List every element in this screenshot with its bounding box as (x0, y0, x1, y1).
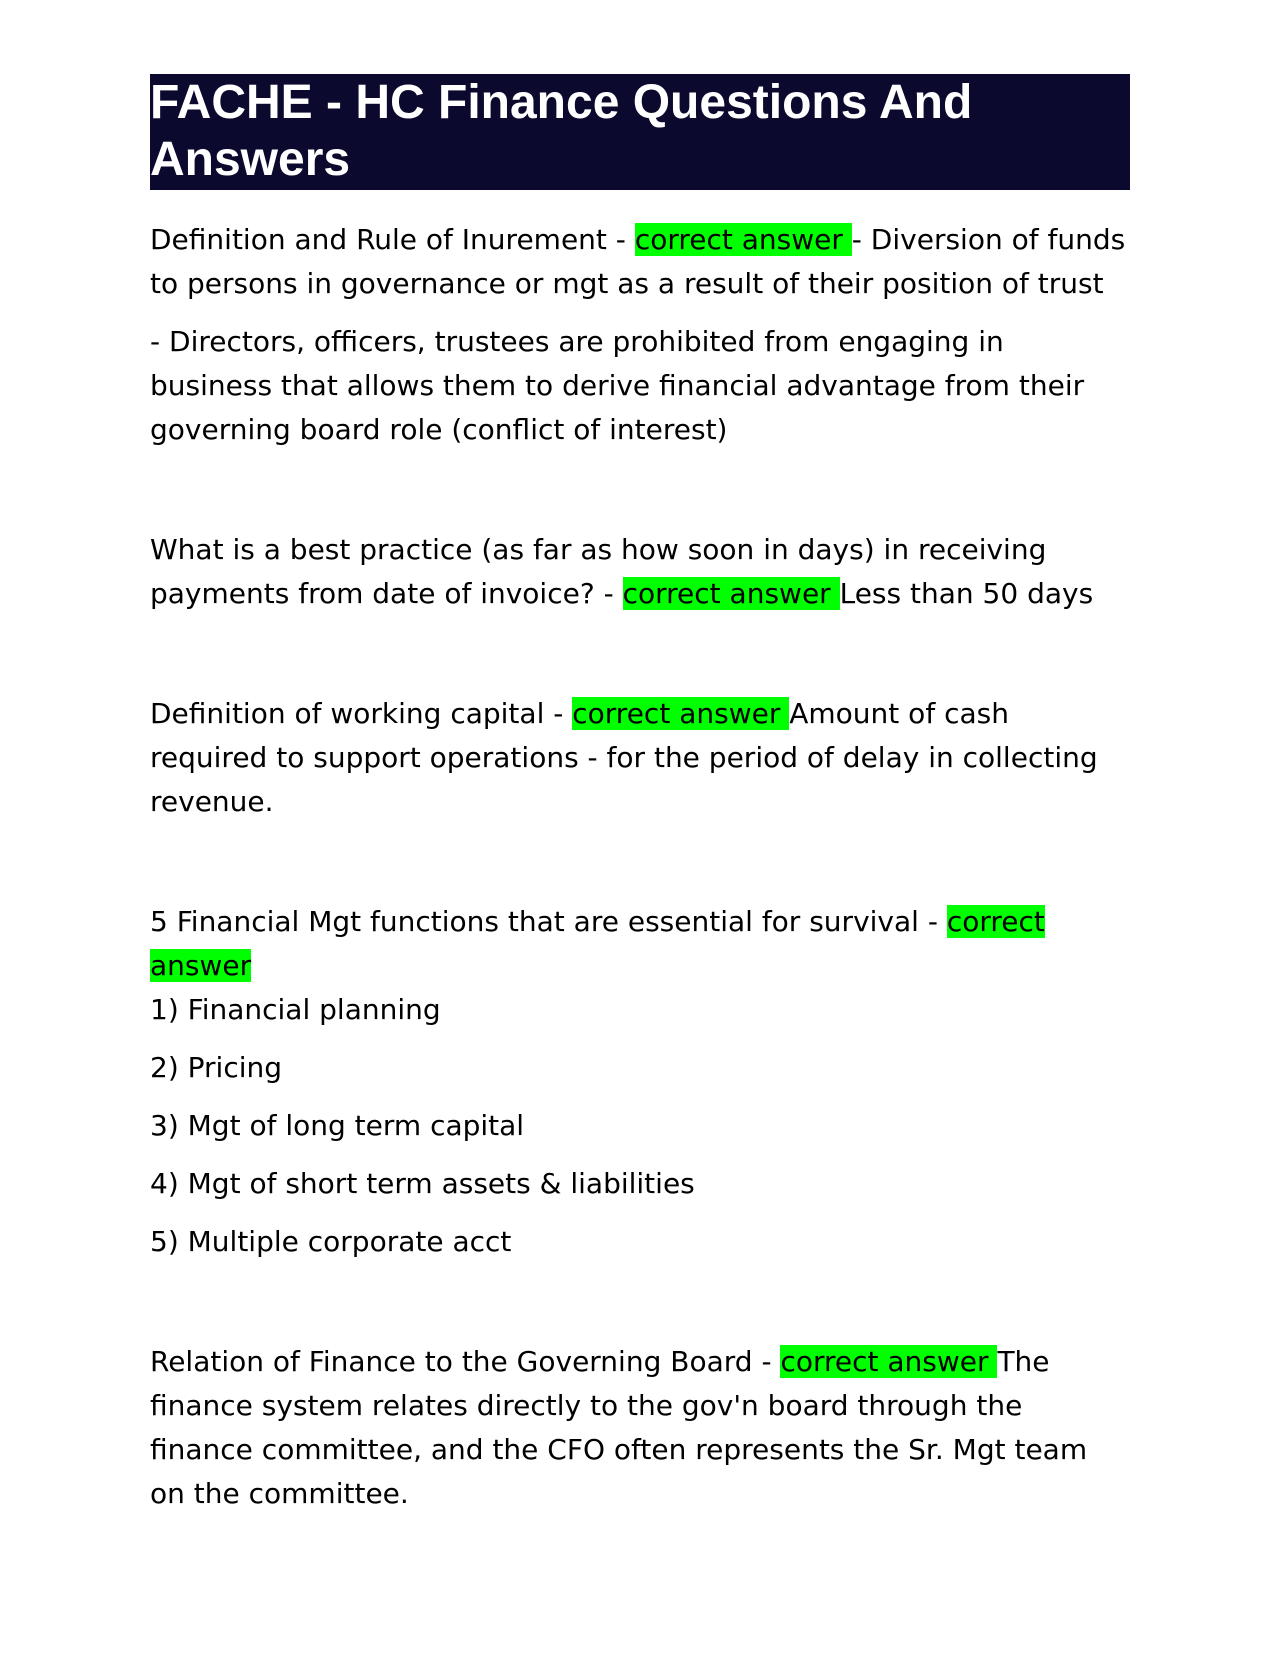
list-item: 1) Financial planning (150, 993, 441, 1026)
document-title: FACHE - HC Finance Questions And Answers (150, 74, 1130, 190)
answer-text: The finance system relates directly to the gov'n board through the finance committee, and the CFO often represents the Sr. Mgt team on the committee. (150, 1345, 1088, 1510)
list-item: 4) Mgt of short term assets & liabilities (150, 1167, 695, 1200)
document-page (150, 74, 1130, 1516)
qa-item-financial-functions (150, 900, 1130, 988)
question-text: Relation of Finance to the Governing Board - (150, 1345, 781, 1378)
qa-item-working-capital (150, 692, 1130, 824)
answer-text: - Diversion of funds to persons in governance or mgt as a result of their position of trust (150, 223, 1126, 300)
qa-item-governing-board (150, 1340, 1130, 1516)
question-text: Definition and Rule of Inurement - (150, 223, 635, 256)
correct-answer-highlight: correct answer (780, 1345, 998, 1378)
answer-extra-text: - Directors, officers, trustees are prohibited from engaging in business that allows them to derive financial advantage from their governing board role (conflict of interest) (150, 325, 1085, 446)
document-body (150, 190, 1130, 1516)
qa-item-inurement (150, 218, 1130, 306)
list-item: 5) Multiple corporate acct (150, 1225, 512, 1258)
answer-text: Amount of cash required to support operations - for the period of delay in collecting revenue. (150, 697, 1098, 818)
question-text: 5 Financial Mgt functions that are essential for survival - (150, 905, 947, 938)
qa-item-payment-days (150, 528, 1130, 616)
correct-answer-highlight: correct answer (634, 223, 852, 256)
list-item: 3) Mgt of long term capital (150, 1109, 525, 1142)
correct-answer-highlight: correct answer (622, 577, 840, 610)
question-text: Definition of working capital - (150, 697, 573, 730)
question-text: What is a best practice (as far as how soon in days) in receiving payments from date of invoice? - (150, 533, 1047, 610)
correct-answer-highlight: correct answer (150, 905, 1045, 982)
correct-answer-highlight: correct answer (572, 697, 790, 730)
list-item: 2) Pricing (150, 1051, 283, 1084)
answer-text: Less than 50 days (839, 577, 1094, 610)
